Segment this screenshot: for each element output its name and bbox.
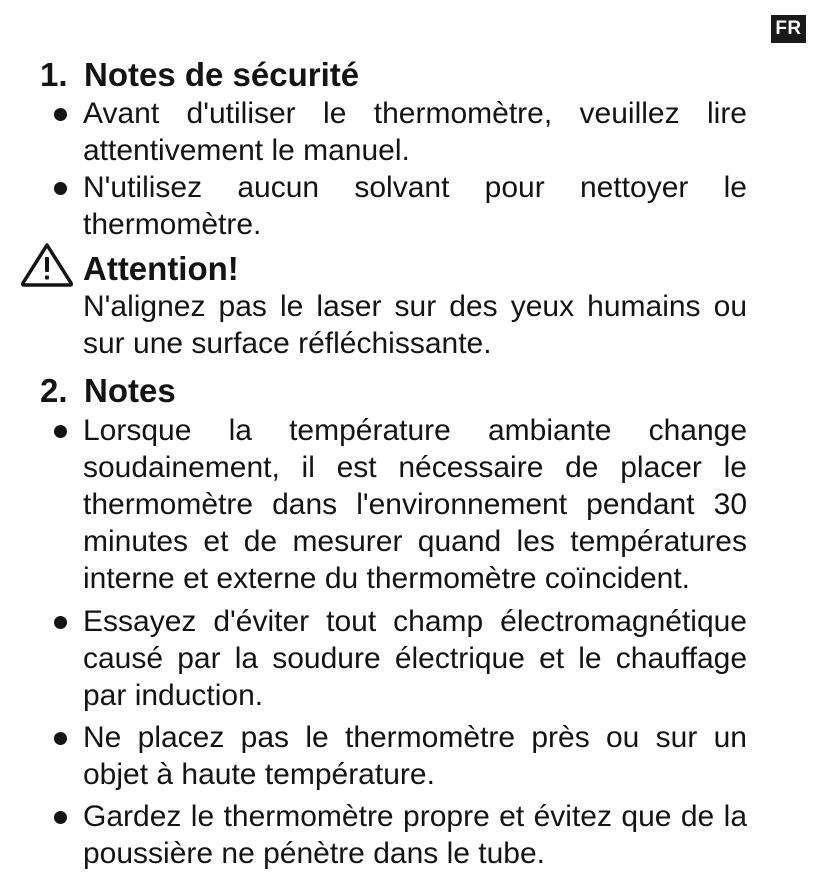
list-item — [83, 603, 747, 714]
bullet-dot-icon — [54, 811, 67, 824]
bullet-dot-icon — [54, 616, 67, 629]
language-badge: FR — [771, 15, 806, 43]
warning-triangle-icon — [19, 240, 75, 288]
bullet-dot-icon — [54, 182, 67, 195]
bullet-dot-icon — [54, 108, 67, 121]
section-2-list — [0, 412, 747, 872]
bullet-dot-icon — [54, 425, 67, 438]
list-item — [83, 412, 747, 597]
bullet-text: Avant d'utiliser le thermomètre, veuillez lire attentivement le manuel. — [83, 97, 747, 167]
section-1-number: 1. — [40, 56, 68, 93]
bullet-text: Ne placez pas le thermomètre près ou sur un objet à haute température. — [83, 721, 747, 791]
bullet-text: Gardez le thermomètre propre et évitez que de la poussière ne pénètre dans le tube. — [83, 800, 747, 870]
bullet-text: Essayez d'éviter tout champ électromagnétique causé par la soudure électrique et le chauffage par induction. — [83, 605, 747, 712]
section-2-heading — [40, 373, 176, 409]
list-item — [83, 719, 747, 793]
section-2-title: Notes — [84, 372, 176, 409]
section-1-list — [0, 95, 747, 243]
section-1-title: Notes de sécurité — [84, 56, 360, 93]
section-2-number: 2. — [40, 372, 68, 409]
section-1-heading — [40, 57, 359, 93]
bullet-dot-icon — [54, 732, 67, 745]
bullet-text: N'utilisez aucun solvant pour nettoyer le thermomètre. — [83, 171, 747, 241]
list-item — [83, 798, 747, 872]
attention-title: Attention! — [83, 250, 239, 287]
attention-body: N'alignez pas le laser sur des yeux humains ou sur une surface réfléchissante. — [83, 290, 747, 360]
list-item — [83, 169, 747, 243]
list-item — [83, 95, 747, 169]
bullet-text: Lorsque la température ambiante change soudainement, il est nécessaire de placer le thermomètre dans l'environnement pendant 30 minutes et de mesurer quand les températures interne et externe du thermomètre coïncident. — [83, 414, 747, 595]
